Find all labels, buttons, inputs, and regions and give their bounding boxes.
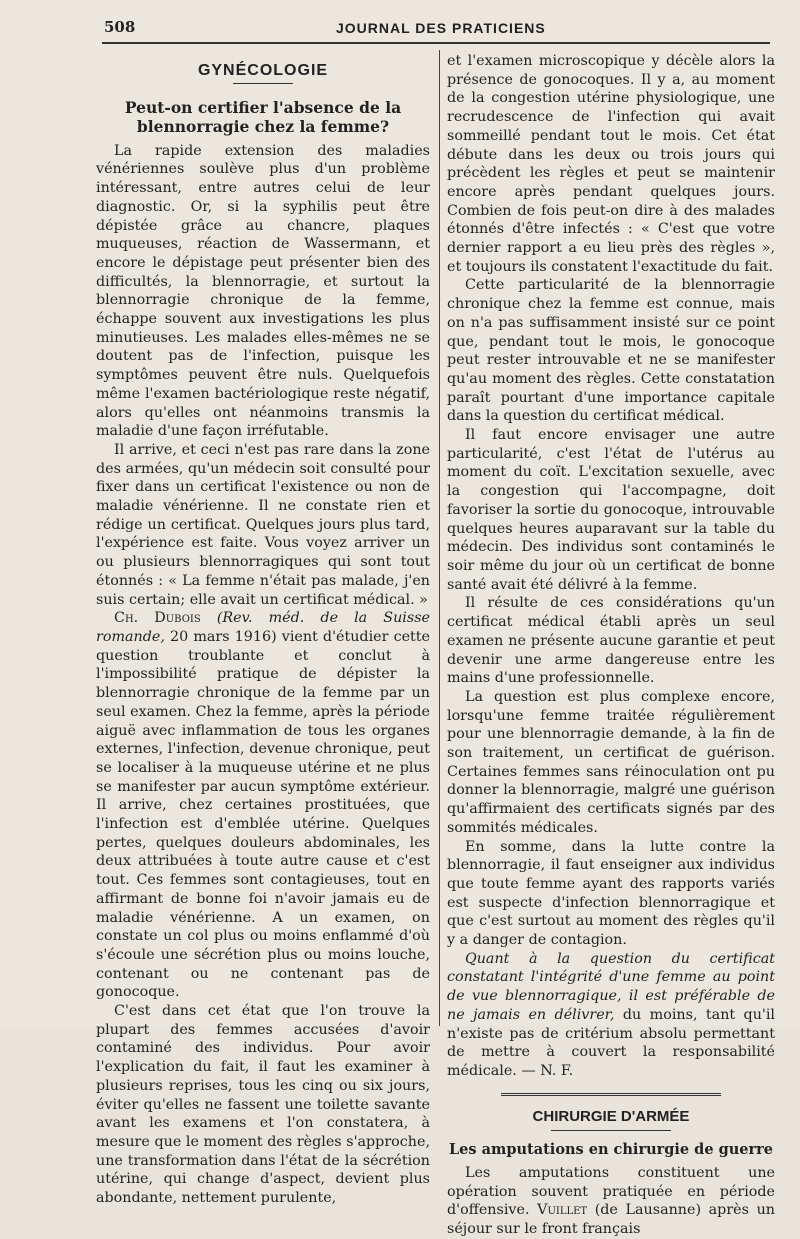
column-divider [439, 50, 440, 1026]
reference: (Rev. méd. de la Suisse romande, [96, 610, 430, 645]
left-column [96, 52, 430, 1208]
paragraph: En somme, dans la lutte contre la blennorragie, il faut enseigner aux individus que toute femme ayant des rapports variés est suspecte d'infection blennorragique et que c'est surtout au moment des règles qu'il y a danger de contagion. [447, 838, 775, 949]
paragraph [447, 1164, 775, 1239]
page-number: 508 [104, 18, 136, 36]
paragraph: Il résulte de ces considérations qu'un certificat médical établi après un seul examen ne présente aucune garantie et peut devenir une arme dangereuse entre les mains d'une professionnelle. [447, 595, 775, 687]
section-rule [551, 1130, 671, 1131]
journal-title: JOURNAL DES PRATICIENS [336, 20, 546, 36]
author-name: Ch. Dubois [114, 610, 201, 627]
paragraph: et l'examen microscopique y décèle alors la présence de gonocoques. Il y a, au moment de la congestion utérine physiologique, une recrudescence de l'infection qui avait sommeillé pendant tout le mois. Cet état débute dans les deux ou trois jours qui précèdent les règles et peut se maintenir encore après pendant quelques jours. Combien de fois peut-on dire à des malades étonnés d'être infectés : « C'est que votre dernier rapport a eu lieu près des règles », et toujours ils constatent l'exactitude du fait. [447, 53, 775, 275]
paragraph: Cette particularité de la blennorragie chronique chez la femme est connue, mais on n'a pas suffisamment insisté sur ce point que, pendant tout le mois, le gonocoque peut rester introuvable et ne se manifester qu'au moment des règles. Cette constatation paraît pourtant d'une importance capitale dans la question du certificat médical. [447, 277, 775, 425]
paragraph [96, 609, 430, 1002]
paragraph-text: du moins, tant qu'il n'existe pas de critérium absolu permettant de mettre à couvert la responsabilité médicale. — N. F. [447, 1006, 775, 1079]
author-name: Vuillet [537, 1202, 588, 1219]
paragraph: C'est dans cet état que l'on trouve la plupart des femmes accusées d'avoir contaminé des individus. Pour avoir l'explication du fait, il faut les examiner à plusieurs reprises, tous les cinq ou six jours, éviter qu'elles ne fassent une toilette savante avant les examens et l'on constatera, à mesure que le moment des règles s'approche, une transformation dans l'état de la sécrétion utérine, qui change d'aspect, devient plus abondante, nettement purulente, [96, 1003, 430, 1207]
paragraph: Il arrive, et ceci n'est pas rare dans la zone des armées, qu'un médecin soit consulté pour fixer dans un certificat l'existence ou non de maladie vénérienne. Il ne constate rien et rédige un certificat. Quelques jours plus tard, l'expérience est faite. Vous voyez arriver un ou plusieurs blennorragiques qui sont tout étonnés : « La femme n'était pas malade, j'en suis certain; elle avait un certificat médical. » [96, 441, 430, 608]
page-header [0, 0, 800, 46]
section-title-chirurgie: CHIRURGIE D'ARMÉE [532, 1107, 690, 1125]
article-subtitle: Les amputations en chirurgie de guerre [448, 1141, 774, 1159]
paragraph: La question est plus complexe encore, lorsqu'une femme traitée régulièrement pour une blennorragie demande, à la fin de son traitement, un certificat de guérison. Certaines femmes sans réinoculation ont pu donner la blennorragie, malgré une guérison qu'affirmaient des certificats signés par des sommités médicales. [447, 688, 775, 836]
article-title: Peut-on certifier l'absence de la blennorragie chez la femme? [124, 97, 402, 136]
right-column [447, 52, 775, 1239]
section-rule [233, 83, 293, 84]
paragraph [447, 950, 775, 1081]
header-rule [102, 42, 770, 44]
section-double-rule [501, 1093, 721, 1098]
paragraph-text: (de Lausanne) après un séjour sur le front français [447, 1202, 775, 1238]
paragraph-text: 20 mars 1916) vient d'étudier cette question troublante et conclut à l'impossibilité pratique de dépister la blennorragie chronique de la femme par un seul examen. Chez la femme, après la période aiguë avec inflammation de tous les organes externes, l'infection, devenue chronique, peut se localiser à la muqueuse utérine et ne plus se manifester par aucun symptôme extérieur. Il arrive, chez certaines prostituées, que l'infection est d'emblée utérine. Quelques pertes, quelques douleurs abdominales, les deux attribuées à toute autre cause et c'est tout. Ces femmes sont contagieuses, tout en affirmant de bonne foi n'avoir jamais eu de maladie vénérienne. A un examen, on constate un col plus ou moins enflammé d'où s'écoule une sécrétion plus ou moins louche, contenant ou ne contenant pas de gonocoque. [96, 628, 430, 1001]
paragraph: Il faut encore envisager une autre particularité, c'est l'état de l'utérus au moment du coït. L'excitation sexuelle, avec la congestion qui l'accompagne, doit favoriser la sortie du gonocoque, introuvable quelques heures auparavant sur la table du médecin. Des individus sont contaminés le soir même du jour où un certificat de bonne santé avait été délivré à la femme. [447, 427, 775, 593]
section-title-gynecologie: GYNÉCOLOGIE [197, 62, 329, 79]
paragraph-text: Les amputations constituent une opération souvent pratiquée en période d'offensive. [447, 1165, 775, 1219]
conclusion-italic: Quant à la question du certificat constatant l'intégrité d'une femme au point de vue blennorragique, il est préférable de ne jamais en délivrer, [447, 950, 775, 1023]
paragraph: La rapide extension des maladies vénériennes soulève plus d'un problème intéressant, entre autres celui de leur diagnostic. Or, si la syphilis peut être dépistée grâce au chancre, plaques muqueuses, réaction de Wassermann, et encore le dépistage peut présenter bien des difficultés, la blennorragie, et surtout la blennorragie chronique de la femme, échappe souvent aux investigations les plus minutieuses. Les malades elles-mêmes ne se doutent pas de l'infection, puisque les symptômes peuvent être nuls. Quelquefois même l'examen bactériologique reste négatif, alors qu'elles ont néanmoins transmis la maladie d'une façon irréfutable. [96, 142, 430, 440]
